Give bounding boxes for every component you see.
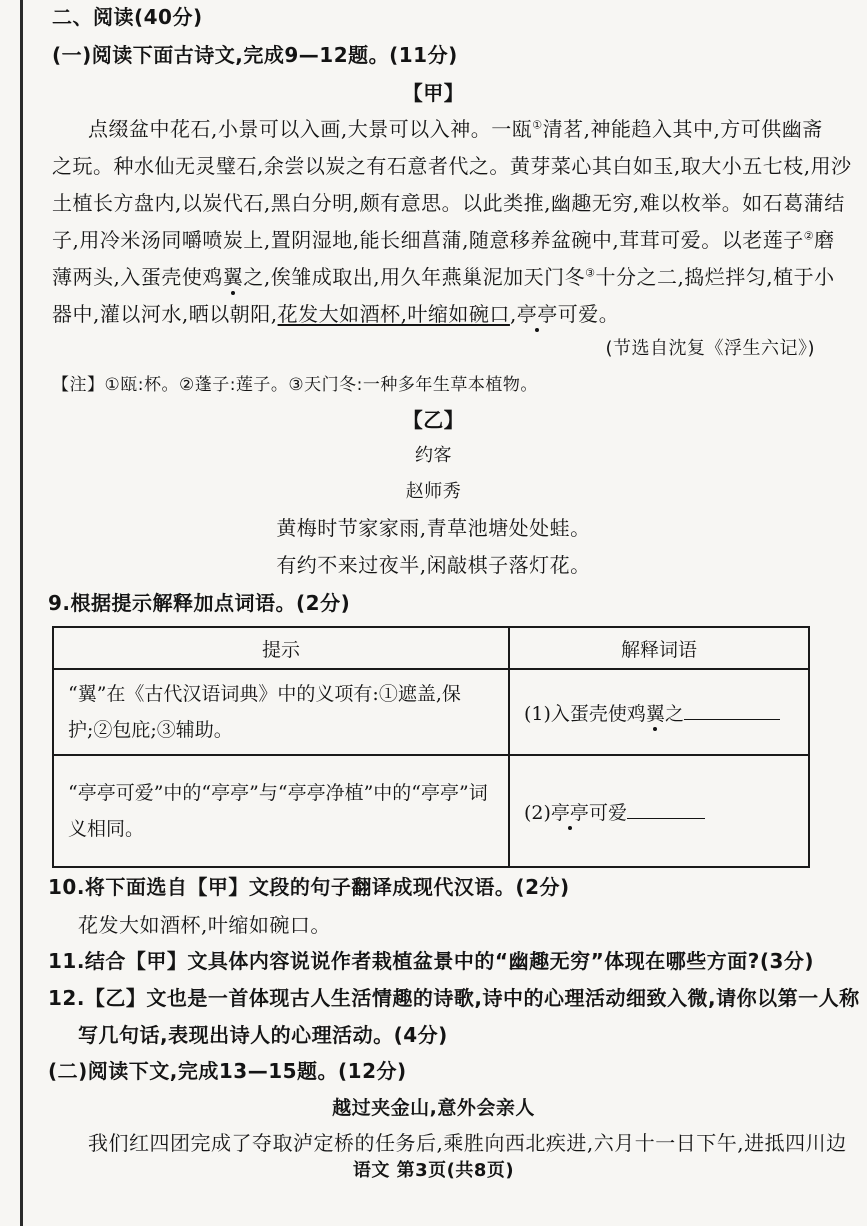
question-9: 9.根据提示解释加点词语。(2分)	[48, 591, 351, 615]
answer-blank-1[interactable]	[684, 718, 780, 720]
dotted-word-yi-2: 翼	[646, 699, 665, 726]
article-line-1: 我们红四团完成了夺取泸定桥的任务后,乘胜向西北疾进,六月十一日下午,进抵四川边	[88, 1131, 847, 1155]
row2-answer: (2)亭亭可爱	[509, 755, 809, 867]
note-mark-1: ①	[532, 118, 543, 132]
table-header-row	[53, 627, 809, 669]
note-mark-2: ②	[803, 229, 815, 243]
jia-line-2: 之玩。种水仙无灵璧石,余尝以炭之有石意者代之。黄芽菜心其白如玉,取大小五七枝,用沙	[52, 154, 852, 178]
answer-blank-2[interactable]	[627, 817, 705, 819]
row1-answer: (1)入蛋壳使鸡翼之	[509, 669, 809, 755]
row2-hint: “亭亭可爱”中的“亭亭”与“亭亭净植”中的“亭亭”词义相同。	[53, 755, 509, 867]
annotation-notes: 【注】①瓯:杯。②蓬子:莲子。③天门冬:一种多年生草本植物。	[52, 375, 538, 395]
header-hint: 提示	[53, 627, 509, 669]
question-10: 10.将下面选自【甲】文段的句子翻译成现代汉语。(2分)	[48, 875, 570, 899]
source-citation: (节选自沈复《浮生六记》)	[605, 338, 815, 359]
dotted-word-tingting: 亭亭	[516, 302, 558, 326]
poem-line-2: 有约不来过夜半,闲敲棋子落灯花。	[276, 553, 591, 577]
header-explain: 解释词语	[509, 627, 809, 669]
poem-line-1: 黄梅时节家家雨,青草池塘处处蛙。	[276, 516, 591, 540]
jia-line-4: 子,用冷米汤同嚼喷炭上,置阴湿地,能长细菖蒲,随意移养盆碗中,茸茸可爱。以老莲子②磨	[52, 228, 835, 252]
page-edge-shadow	[20, 0, 23, 1226]
underlined-sentence: 花发大如酒杯,叶缩如碗口	[277, 302, 510, 326]
jia-line-3: 土植长方盘内,以炭代石,黑白分明,颇有意思。以此类推,幽趣无穷,难以枚举。如石葛蒲结	[52, 191, 845, 215]
jia-label: 【甲】	[402, 81, 465, 105]
poem-title: 约客	[415, 445, 452, 466]
table-row	[53, 755, 809, 867]
dotted-word-tingting-2: 亭亭	[551, 798, 589, 825]
page-footer: 语文 第3页(共8页)	[352, 1160, 515, 1181]
article-title: 越过夹金山,意外会亲人	[332, 1097, 535, 1119]
jia-line-5: 薄两头,入蛋壳使鸡翼之,俟雏成取出,用久年燕巢泥加天门冬③十分之二,捣烂拌匀,植于小	[52, 265, 835, 289]
question-11: 11.结合【甲】文具体内容说说作者栽植盆景中的“幽趣无穷”体现在哪些方面?(3分)	[48, 949, 815, 973]
yi-label: 【乙】	[402, 408, 465, 432]
poem-author: 赵师秀	[405, 481, 462, 502]
row1-hint: “翼”在《古代汉语词典》中的义项有:①遮盖,保护;②包庇;③辅助。	[53, 669, 509, 755]
table-row	[53, 669, 809, 755]
question-12-line-2: 写几句话,表现出诗人的心理活动。(4分)	[78, 1023, 448, 1047]
jia-line-6: 器中,灌以河水,晒以朝阳,花发大如酒杯,叶缩如碗口,亭亭可爱。	[52, 302, 620, 326]
part2-heading: (二)阅读下文,完成13—15题。(12分)	[48, 1059, 407, 1083]
q9-table	[52, 626, 810, 868]
note-mark-3: ③	[585, 266, 596, 280]
section-title: 二、阅读(40分)	[52, 5, 203, 29]
part1-heading: (一)阅读下面古诗文,完成9—12题。(11分)	[52, 43, 458, 67]
dotted-word-yi: 翼	[222, 265, 244, 289]
question-12-line-1: 12.【乙】文也是一首体现古人生活情趣的诗歌,诗中的心理活动细致入微,请你以第一人称	[48, 986, 860, 1010]
jia-line-1: 点缀盆中花石,小景可以入画,大景可以入神。一瓯①清茗,神能趋入其中,方可供幽斋	[88, 117, 823, 141]
q10-sentence: 花发大如酒杯,叶缩如碗口。	[78, 913, 331, 937]
